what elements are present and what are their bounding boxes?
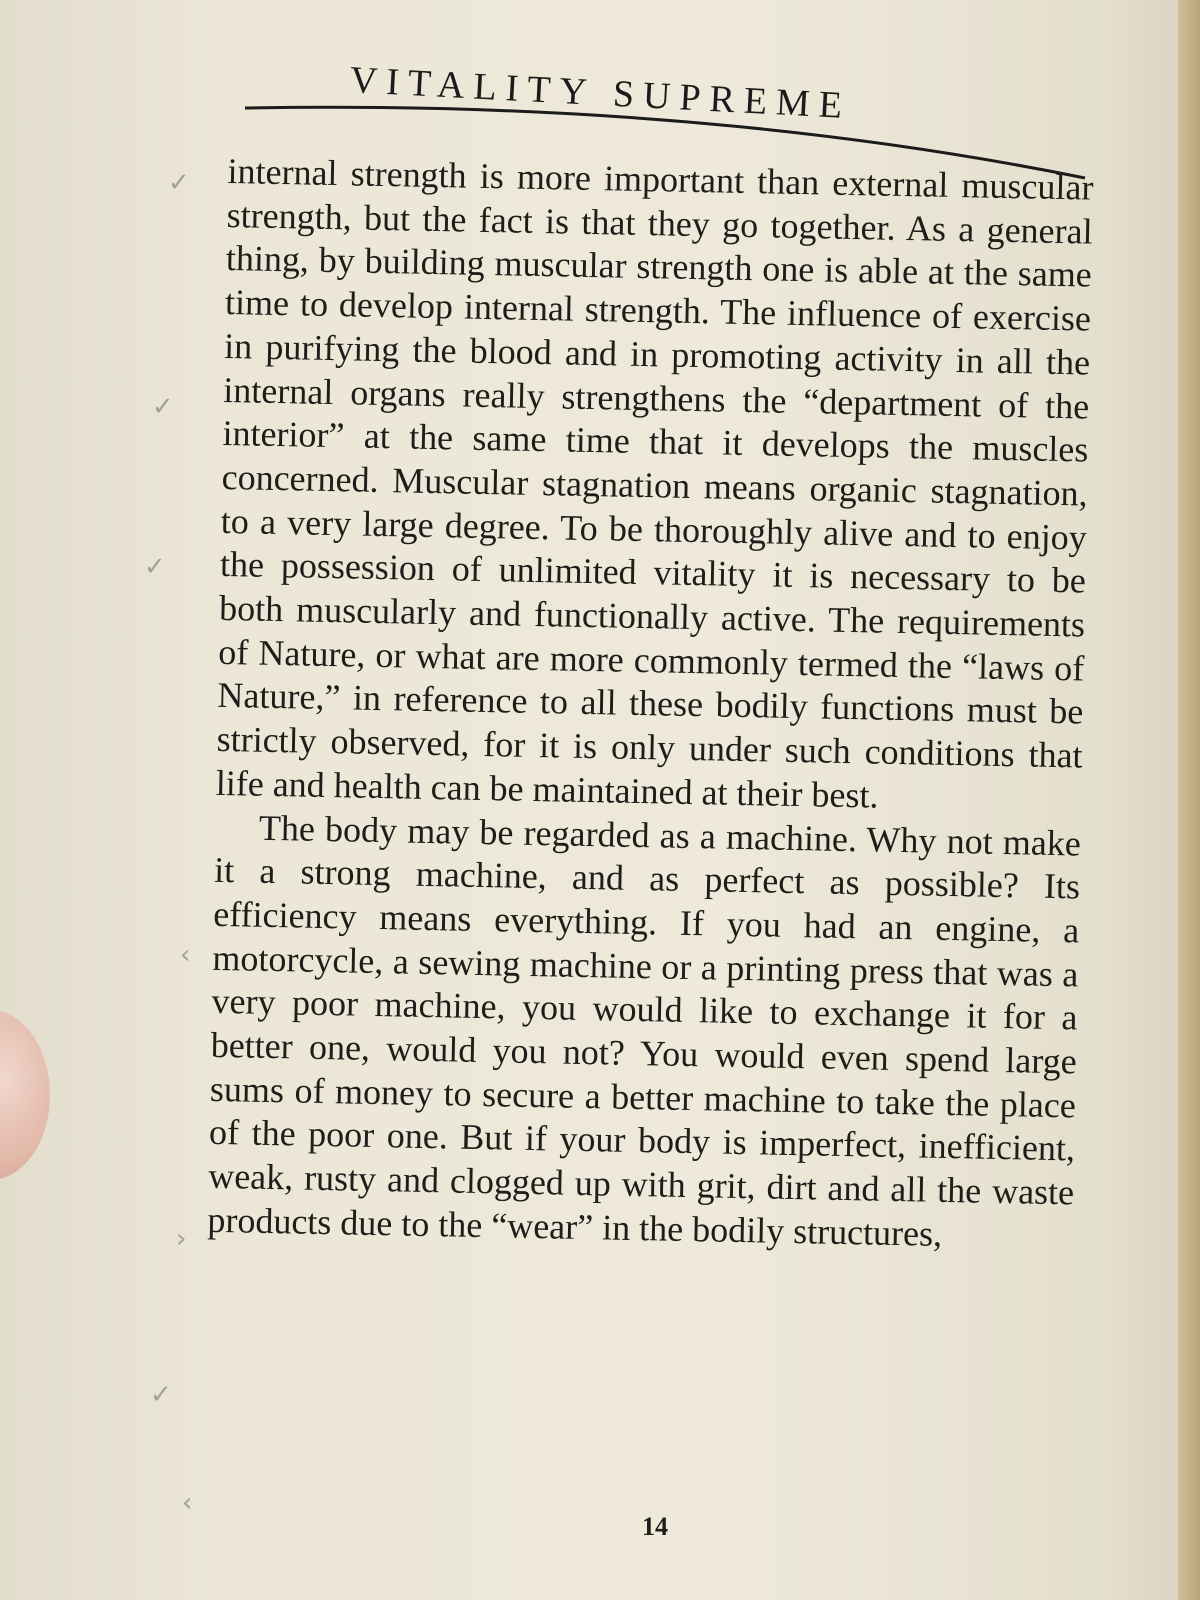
pencil-check-icon: ✓	[152, 392, 174, 422]
pencil-tick-icon: ‹	[182, 1488, 193, 1518]
thumb	[0, 1010, 50, 1180]
pencil-check-icon: ✓	[168, 168, 190, 198]
pencil-tick-icon: ›	[176, 1224, 187, 1254]
pencil-check-icon: ✓	[144, 552, 166, 582]
body-text	[207, 150, 1094, 1259]
page-number: 14	[642, 1512, 668, 1541]
paragraph: internal strength is more important than external muscular strength, but the fact is that they go together. As a general thing, by building muscular strength one is able at the same time to develop internal strength. The influence of exercise in purifying the blood and in promoting activity in all the internal organs really strengthens the “department of the interior” at the same time that it develops the muscles concerned. Muscular stagnation means organic stagnation, to a very large degree. To be thoroughly alive and to enjoy the possession of unlimited vitality it is necessary to be both muscularly and functionally active. The requirements of Nature, or what are more commonly termed the “laws of Nature,” in reference to all these bodily functions must be strictly observed, for it is only under such conditions that life and health can be maintained at their best.	[215, 150, 1094, 816]
book-spine	[1178, 0, 1200, 1600]
paragraph: The body may be regarded as a machine. Why not make it a strong machine, and as perfect as possible? Its efficiency means everything. If you had an engine, a motorcycle, a sewing machine or a printing press that was a very poor machine, you would like to exchange it for a better one, would you not? You would even spend large sums of money to secure a better machine to take the place of the poor one. But if your body is imperfect, inefficient, weak, rusty and clogged up with grit, dirt and all the waste products due to the “wear” in the bodily structures,	[207, 807, 1082, 1254]
pencil-tick-icon: ‹	[180, 940, 191, 970]
pencil-check-icon: ✓	[150, 1380, 172, 1410]
running-title: VITALITY SUPREME	[348, 59, 853, 128]
running-header	[240, 40, 1120, 160]
